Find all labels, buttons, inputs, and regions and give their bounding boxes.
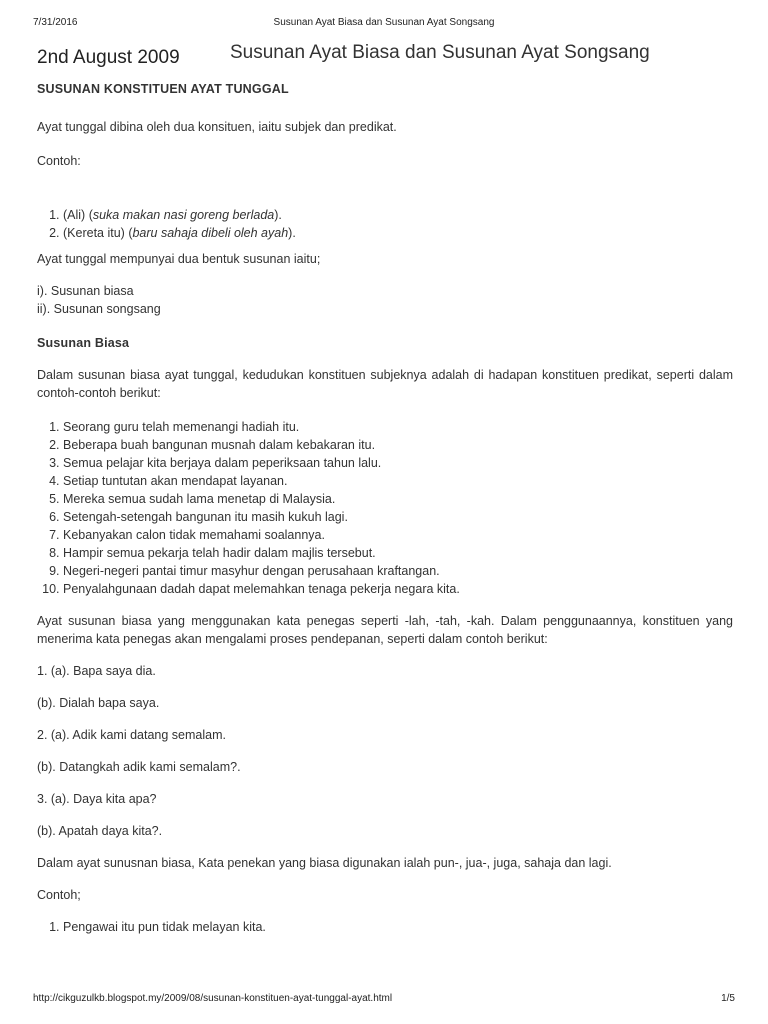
penegas-example: (b). Datangkah adik kami semalam?. bbox=[37, 760, 241, 774]
list-item: 10. Penyalahgunaan dadah dapat melemahkan tenaga pekerja negara kita. bbox=[63, 580, 733, 598]
list-item: 1. (Ali) (suka makan nasi goreng berlada). bbox=[63, 206, 733, 224]
penegas-example: (b). Apatah daya kita?. bbox=[37, 824, 163, 838]
contoh-label-2: Contoh; bbox=[37, 888, 81, 902]
print-footer-page: 1/5 bbox=[721, 993, 735, 1004]
intro-paragraph: Ayat tunggal dibina oleh dua konsituen, iaitu subjek dan predikat. bbox=[37, 120, 397, 134]
list-item: 5. Mereka semua sudah lama menetap di Malaysia. bbox=[63, 490, 733, 508]
print-header-date: 7/31/2016 bbox=[33, 17, 78, 28]
example-predicate: baru sahaja dibeli oleh ayah bbox=[132, 226, 289, 240]
biasa-examples-list bbox=[37, 418, 733, 598]
list-item: 6. Setengah-setengah bangunan itu masih kukuh lagi. bbox=[63, 508, 733, 526]
penekan-examples-list bbox=[37, 918, 733, 936]
print-footer-url[interactable]: http://cikguzulkb.blogspot.my/2009/08/susunan-konstituen-ayat-tunggal-ayat.html bbox=[33, 993, 393, 1004]
subject-predicate-examples bbox=[37, 206, 733, 242]
section-heading-konstituen: SUSUNAN KONSTITUEN AYAT TUNGGAL bbox=[37, 82, 289, 96]
list-item: 4. Setiap tuntutan akan mendapat layanan. bbox=[63, 472, 733, 490]
list-item: 7. Kebanyakan calon tidak memahami soalannya. bbox=[63, 526, 733, 544]
example-predicate: suka makan nasi goreng berlada bbox=[92, 208, 275, 222]
penegas-description: Ayat susunan biasa yang menggunakan kata penegas seperti -lah, -tah, -kah. Dalam penggunaannya, konstituen yang menerima kata penegas akan mengalami proses pendepanan, seperti dalam contoh berikut: bbox=[37, 614, 733, 646]
post-body bbox=[37, 80, 733, 936]
penegas-example: 3. (a). Daya kita apa? bbox=[37, 792, 157, 806]
penegas-example: (b). Dialah bapa saya. bbox=[37, 696, 160, 710]
contoh-label: Contoh: bbox=[37, 154, 81, 168]
bentuk-intro: Ayat tunggal mempunyai dua bentuk susunan iaitu; bbox=[37, 252, 321, 266]
penegas-example: 1. (a). Bapa saya dia. bbox=[37, 664, 156, 678]
list-item: 2. Beberapa buah bangunan musnah dalam kebakaran itu. bbox=[63, 436, 733, 454]
biasa-description: Dalam susunan biasa ayat tunggal, kedudukan konstituen subjeknya adalah di hadapan konstituen predikat, seperti dalam contoh-contoh berikut: bbox=[37, 368, 733, 400]
section-heading-biasa: Susunan Biasa bbox=[37, 336, 130, 350]
list-item: 9. Negeri-negeri pantai timur masyhur dengan perusahaan kraftangan. bbox=[63, 562, 733, 580]
penegas-example: 2. (a). Adik kami datang semalam. bbox=[37, 728, 226, 742]
list-item: 2. (Kereta itu) (baru sahaja dibeli oleh ayah). bbox=[63, 224, 733, 242]
list-item: 1. Seorang guru telah memenangi hadiah itu. bbox=[63, 418, 733, 436]
print-header-title: Susunan Ayat Biasa dan Susunan Ayat Songsang bbox=[273, 17, 495, 28]
example-subject: (Kereta itu) bbox=[63, 226, 125, 240]
post-date: 2nd August 2009 bbox=[37, 47, 180, 68]
example-subject: (Ali) bbox=[63, 208, 86, 222]
penekan-description: Dalam ayat sunusnan biasa, Kata penekan yang biasa digunakan ialah pun-, jua-, juga, sahaja dan lagi. bbox=[37, 856, 612, 870]
post-title[interactable]: Susunan Ayat Biasa dan Susunan Ayat Songsang bbox=[230, 42, 650, 63]
list-item: 8. Hampir semua pekarja telah hadir dalam majlis tersebut. bbox=[63, 544, 733, 562]
list-item: 3. Semua pelajar kita berjaya dalam peperiksaan tahun lalu. bbox=[63, 454, 733, 472]
bentuk-item: i). Susunan biasa bbox=[37, 284, 134, 298]
list-item: 1. Pengawai itu pun tidak melayan kita. bbox=[63, 918, 733, 936]
bentuk-item: ii). Susunan songsang bbox=[37, 302, 161, 316]
